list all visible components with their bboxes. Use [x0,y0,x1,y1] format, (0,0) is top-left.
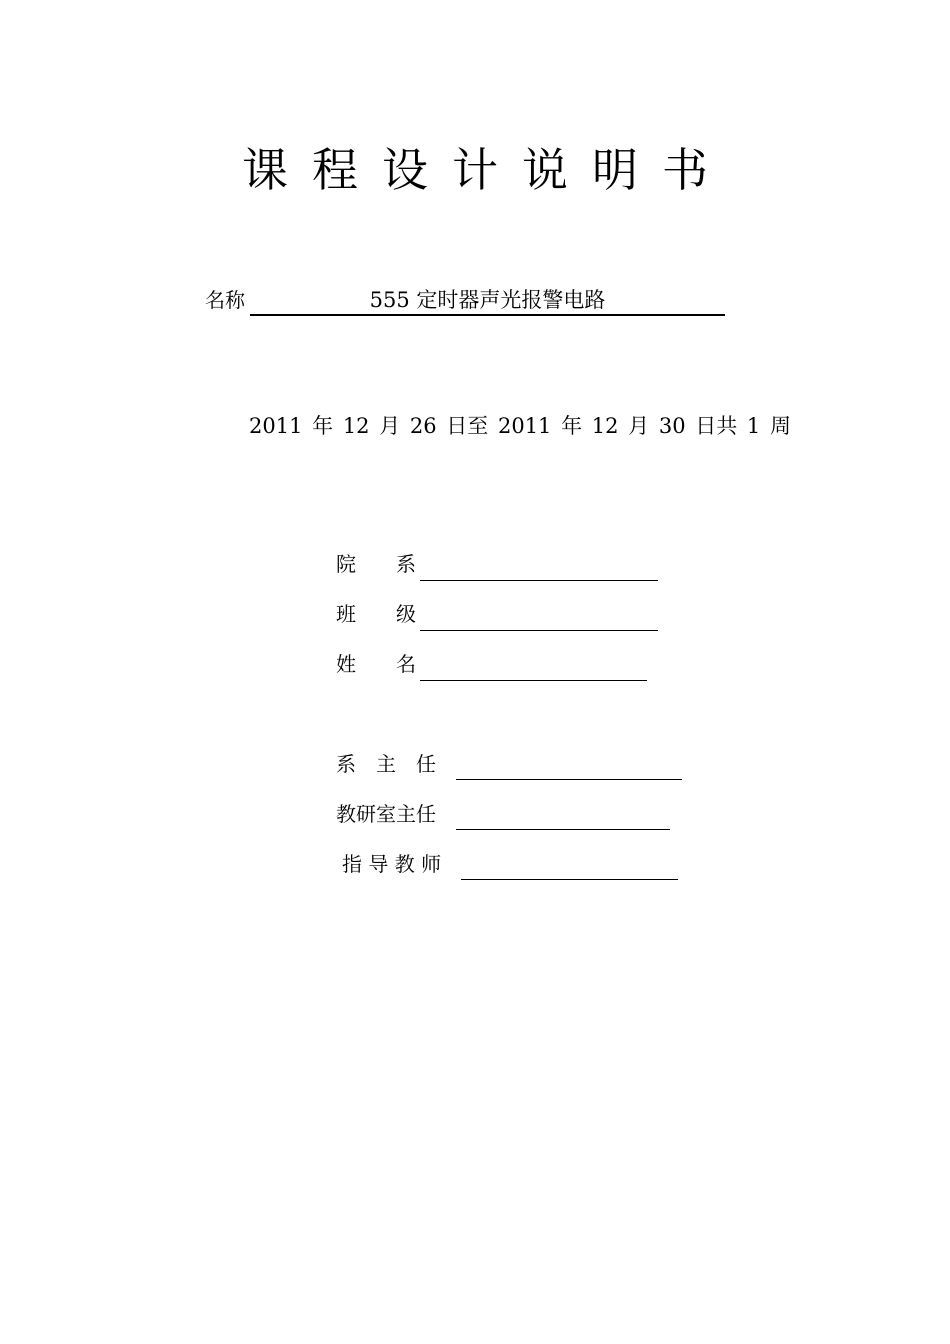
field-line-name [420,654,647,681]
document-title: 课程设计说明书 [242,143,732,197]
field-line-advisor [461,853,678,880]
project-name-value: 555 定时器声光报警电路 [250,286,725,316]
field-label-dept-head: 系 主 任 [336,752,436,776]
course-period: 2011 年 12 月 26 日至 2011 年 12 月 30 日共 1 周 [249,414,791,438]
field-label-advisor: 指 导 教 师 [342,852,442,876]
field-line-dept-head [456,753,682,780]
project-name-label: 名称 [205,288,245,312]
field-line-office-head [456,803,670,830]
field-line-department [420,554,658,581]
field-label-office-head: 教研室主任 [336,802,436,826]
field-line-class [420,604,658,631]
field-label-department: 院 系 [336,552,416,576]
field-label-class: 班 级 [336,602,416,626]
field-label-name: 姓 名 [336,652,416,676]
